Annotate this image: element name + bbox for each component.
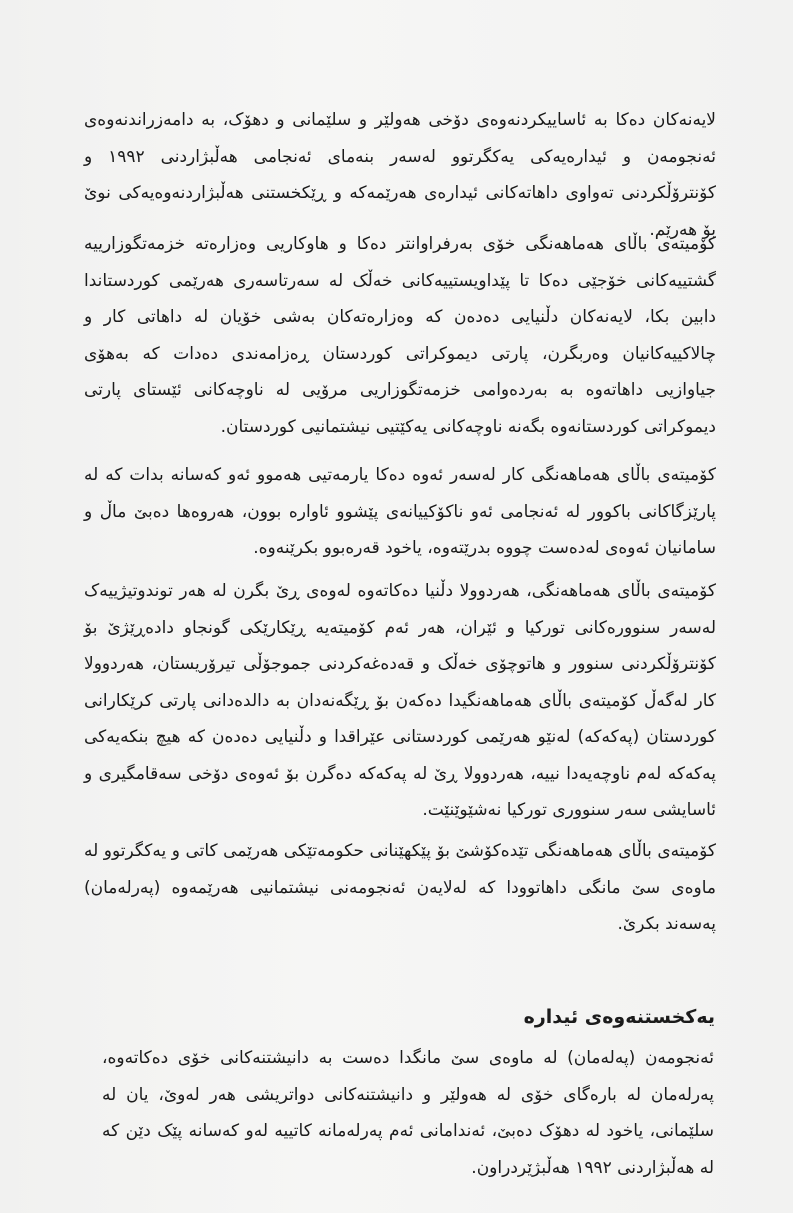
paragraph-5: کۆمیتەی باڵای هەماهەنگی تێدەکۆشێ بۆ پێکهێنانی حکومەتێکی هەرێمی کاتی و یەکگرتوو لە ماوەی سێ مانگی داهاتوودا کە لەلایەن ئەنجومەنی نیشتمانیی هەرێمەوە (پەرلەمان) پەسەند بکرێ.	[84, 841, 716, 934]
paragraph-1: لایەنەکان دەکا بە ئاساییکردنەوەی دۆخی هەولێر و سلێمانی و دهۆک، بە دامەزراندنەوەی ئەنجومەن و ئیدارەیەکی یەکگرتوو لەسەر بنەمای ئەنجامی هەڵبژاردنی ١٩٩٢ و کۆنترۆڵکردنی تەواوی داهاتەکانی ئیدارەی هەرێمەکە و ڕێکخستنی هەڵبژاردنەوەیەکی نوێ بۆ هەرێم.	[84, 110, 716, 240]
closing-paragraph: ئەنجومەن (پەلەمان) لە ماوەی سێ مانگدا دەست بە دانیشتنەکانی خۆی دەکاتەوە، پەرلەمان لە بارەگای خۆی لە هەولێر و دانیشتنەکانی دواتریشی هەر لەوێ، یان لە سلێمانی، یاخود لە دهۆک دەبێ، ئەندامانی ئەم پەرلەمانە کاتییە لەو کەسانە پێک دێن کە لە هەڵبژاردنی ١٩٩٢ هەڵبژێردراون.	[102, 1048, 714, 1178]
paragraph-3: کۆمیتەی باڵای هەماهەنگی کار لەسەر ئەوە دەکا یارمەتیی هەموو ئەو کەسانە بدات کە لە پارێزگاکانی باکوور لە ئەنجامی ئەو ناکۆکییانەی پێشوو ئاوارە بوون، هەروەها دەبێ ماڵ و سامانیان ئەوەی لەدەست چووە بدرێتەوە، یاخود قەرەبوو بکرێنەوە.	[84, 465, 716, 558]
paragraph-2: کۆمیتەی باڵای هەماهەنگی خۆی بەرفراوانتر دەکا و هاوکاریی وەزارەتە خزمەتگوزارییە گشتییەکانی خۆجێی دەکا تا پێداویستییەکانی خەڵک لە سەرتاسەری هەرێمی کوردستاندا دابین بکا، لایەنەکان دڵنیایی دەدەن کە وەزارەتەکان بەشی خۆیان لە داهاتی کار و چالاکییەکانیان وەربگرن، پارتی دیموکراتی کوردستان ڕەزامەندی دەدات کە بەهۆی جیاوازیی داهاتەوە بە بەردەوامی خزمەتگوزاریی مرۆیی لە ناوچەکانی ئێستای پارتی دیموکراتی کوردستانەوە بگەنە ناوچەکانی یەکێتیی نیشتمانیی کوردستان.	[84, 234, 716, 437]
paragraph-4: کۆمیتەی باڵای هەماهەنگی، هەردوولا دڵنیا دەکاتەوە لەوەی ڕێ بگرن لە هەر توندوتیژییەک لەسەر سنوورەکانی تورکیا و ئێران، هەر ئەم کۆمیتەیە ڕێکارێکی گونجاو دادەڕێژێ بۆ کۆنترۆڵکردنی سنوور و هاتوچۆی خەڵک و قەدەغەکردنی جموجۆڵی تیرۆریستان، هەردوولا کار لەگەڵ کۆمیتەی باڵای هەماهەنگیدا دەکەن بۆ ڕێگەنەدان بە دالدەدانی پارتی کرێکارانی کوردستان (پەکەکە) لەنێو هەرێمی کوردستانی عێراقدا و دڵنیایی دەدەن کە هیچ بنکەیەکی پەکەکە لەم ناوچەیەدا نییە، هەردوولا ڕێ لە پەکەکە دەگرن بۆ ئەوەی دۆخی سەقامگیری و ئاسایشی سەر سنووری تورکیا نەشێوێنێت.	[84, 581, 716, 820]
section-heading: یەکخستنەوەی ئیدارە	[523, 1006, 715, 1028]
